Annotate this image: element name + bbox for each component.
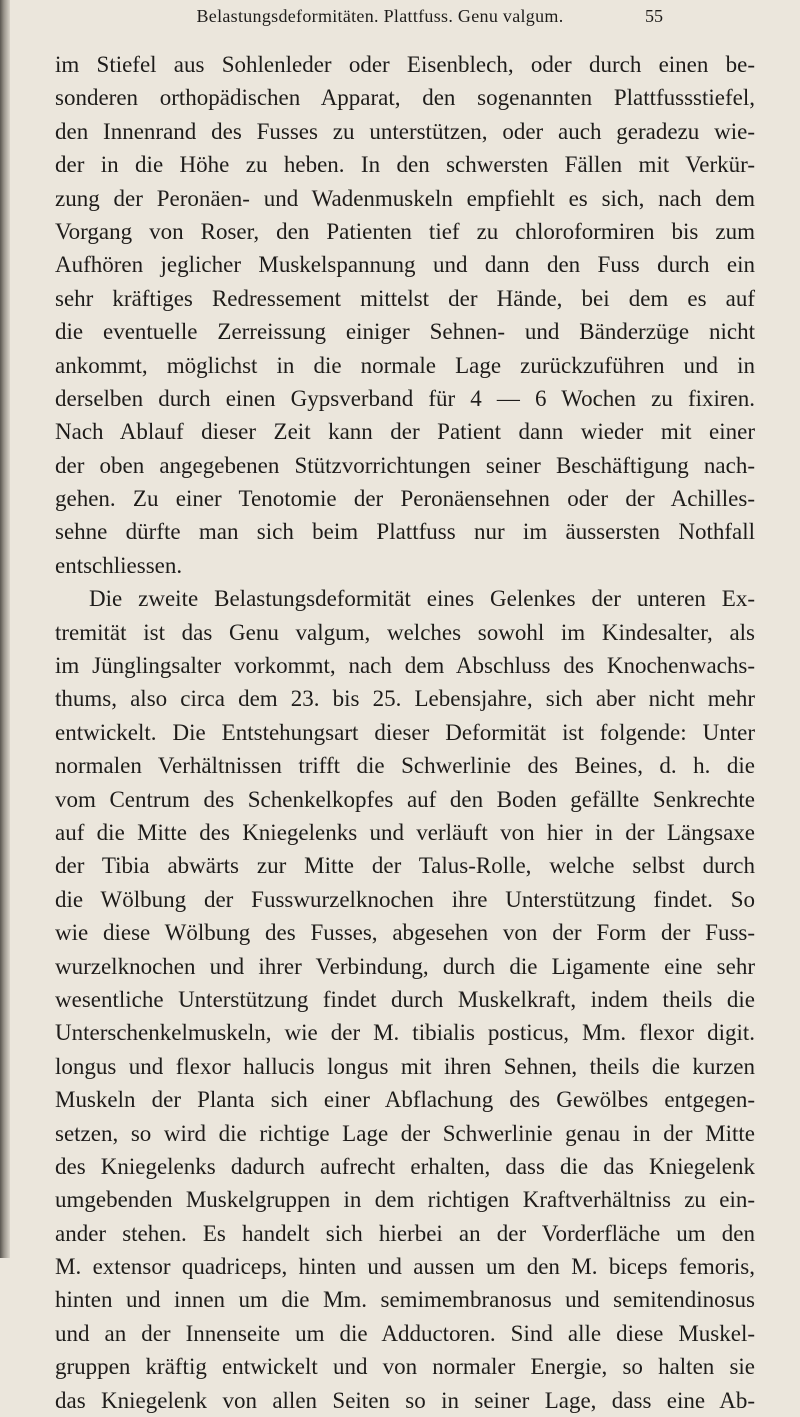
text-line: im Stiefel aus Sohlenleder oder Eisenblech, oder durch einen be- [55, 52, 755, 77]
text-line: die eventuelle Zerreissung einiger Sehnen- und Bänderzüge nicht [55, 319, 755, 345]
text-line: die Wölbung der Fusswurzelknochen ihre Unterstützung findet. So [55, 886, 755, 912]
text-line: Aufhören jeglicher Muskelspannung und dann den Fuss durch ein [55, 252, 755, 278]
text-line: longus und flexor hallucis longus mit ihren Sehnen, theils die kurzen [55, 1053, 755, 1079]
text-line: umgebenden Muskelgruppen in dem richtigen Kraftverhältniss zu ein- [55, 1187, 755, 1213]
text-line: und an der Innenseite um die Adductoren. Sind alle diese Muskel- [55, 1320, 755, 1346]
text-line-paragraph-start: Die zweite Belastungsdeformität eines Gelenkes der unteren Ex- [89, 586, 755, 612]
text-line: wurzelknochen und ihrer Verbindung, durch die Ligamente eine sehr [55, 953, 755, 979]
text-line: ankommt, möglichst in die normale Lage zurückzuführen und in [55, 352, 755, 378]
text-line: gehen. Zu einer Tenotomie der Peronäensehnen oder der Achilles- [55, 486, 755, 512]
text-line: derselben durch einen Gypsverband für 4 — 6 Wochen zu fixiren. [55, 385, 755, 411]
body-text [55, 48, 755, 1417]
text-line: Vorgang von Roser, den Patienten tief zu chloroformiren bis zum [55, 218, 755, 244]
text-line: wesentliche Unterstützung findet durch Muskelkraft, indem theils die [55, 986, 755, 1012]
text-line: des Kniegelenks dadurch aufrecht erhalten, dass die das Kniegelenk [55, 1153, 755, 1179]
text-line: Nach Ablauf dieser Zeit kann der Patient dann wieder mit einer [55, 419, 755, 445]
text-line: sehne dürfte man sich beim Plattfuss nur im äussersten Nothfall [55, 519, 755, 545]
text-line: sonderen orthopädischen Apparat, den sogenannten Plattfussstiefel, [55, 85, 755, 111]
page-binding-edge [0, 0, 10, 1258]
text-line: gruppen kräftig entwickelt und von normaler Energie, so halten sie [55, 1354, 755, 1380]
text-line: das Kniegelenk von allen Seiten so in seiner Lage, dass eine Ab- [55, 1387, 755, 1413]
text-line: zung der Peronäen- und Wadenmuskeln empfiehlt es sich, nach dem [55, 185, 755, 211]
text-line: thums, also circa dem 23. bis 25. Lebensjahre, sich aber nicht mehr [55, 686, 755, 712]
running-head: Belastungsdeformitäten. Plattfuss. Genu valgum. [196, 6, 564, 26]
text-line: Muskeln der Planta sich einer Abflachung des Gewölbes entgegen- [55, 1087, 755, 1113]
text-line: ander stehen. Es handelt sich hierbei an der Vorderfläche um den [55, 1220, 755, 1246]
text-line: auf die Mitte des Kniegelenks und verläuft von hier in der Längsaxe [55, 819, 755, 845]
text-line: wie diese Wölbung des Fusses, abgesehen von der Form der Fuss- [55, 920, 755, 946]
text-line: tremität ist das Genu valgum, welches sowohl im Kindesalter, als [55, 619, 755, 645]
text-line: im Jünglingsalter vorkommt, nach dem Abschluss des Knochenwachs- [55, 653, 755, 679]
text-line: sehr kräftiges Redressement mittelst der Hände, bei dem es auf [55, 285, 755, 311]
text-line-paragraph-end: entschliessen. [55, 552, 183, 578]
text-line: vom Centrum des Schenkelkopfes auf den Boden gefällte Senkrechte [55, 786, 755, 812]
text-line: den Innenrand des Fusses zu unterstützen, oder auch geradezu wie- [55, 118, 755, 144]
text-line: der Tibia abwärts zur Mitte der Talus-Rolle, welche selbst durch [55, 853, 755, 879]
text-line: setzen, so wird die richtige Lage der Schwerlinie genau in der Mitte [55, 1120, 755, 1146]
text-line: der in die Höhe zu heben. In den schwersten Fällen mit Verkür- [55, 152, 755, 178]
text-line: M. extensor quadriceps, hinten und aussen um den M. biceps femoris, [55, 1254, 755, 1280]
page-header [0, 2, 800, 32]
text-line: normalen Verhältnissen trifft die Schwerlinie des Beines, d. h. die [55, 753, 755, 779]
text-line: der oben angegebenen Stützvorrichtungen seiner Beschäftigung nach- [55, 452, 755, 478]
page-number: 55 [645, 6, 663, 26]
text-line: hinten und innen um die Mm. semimembranosus und semitendinosus [55, 1287, 755, 1313]
text-line: Unterschenkelmuskeln, wie der M. tibialis posticus, Mm. flexor digit. [55, 1020, 755, 1046]
text-line: entwickelt. Die Entstehungsart dieser Deformität ist folgende: Unter [55, 719, 755, 745]
